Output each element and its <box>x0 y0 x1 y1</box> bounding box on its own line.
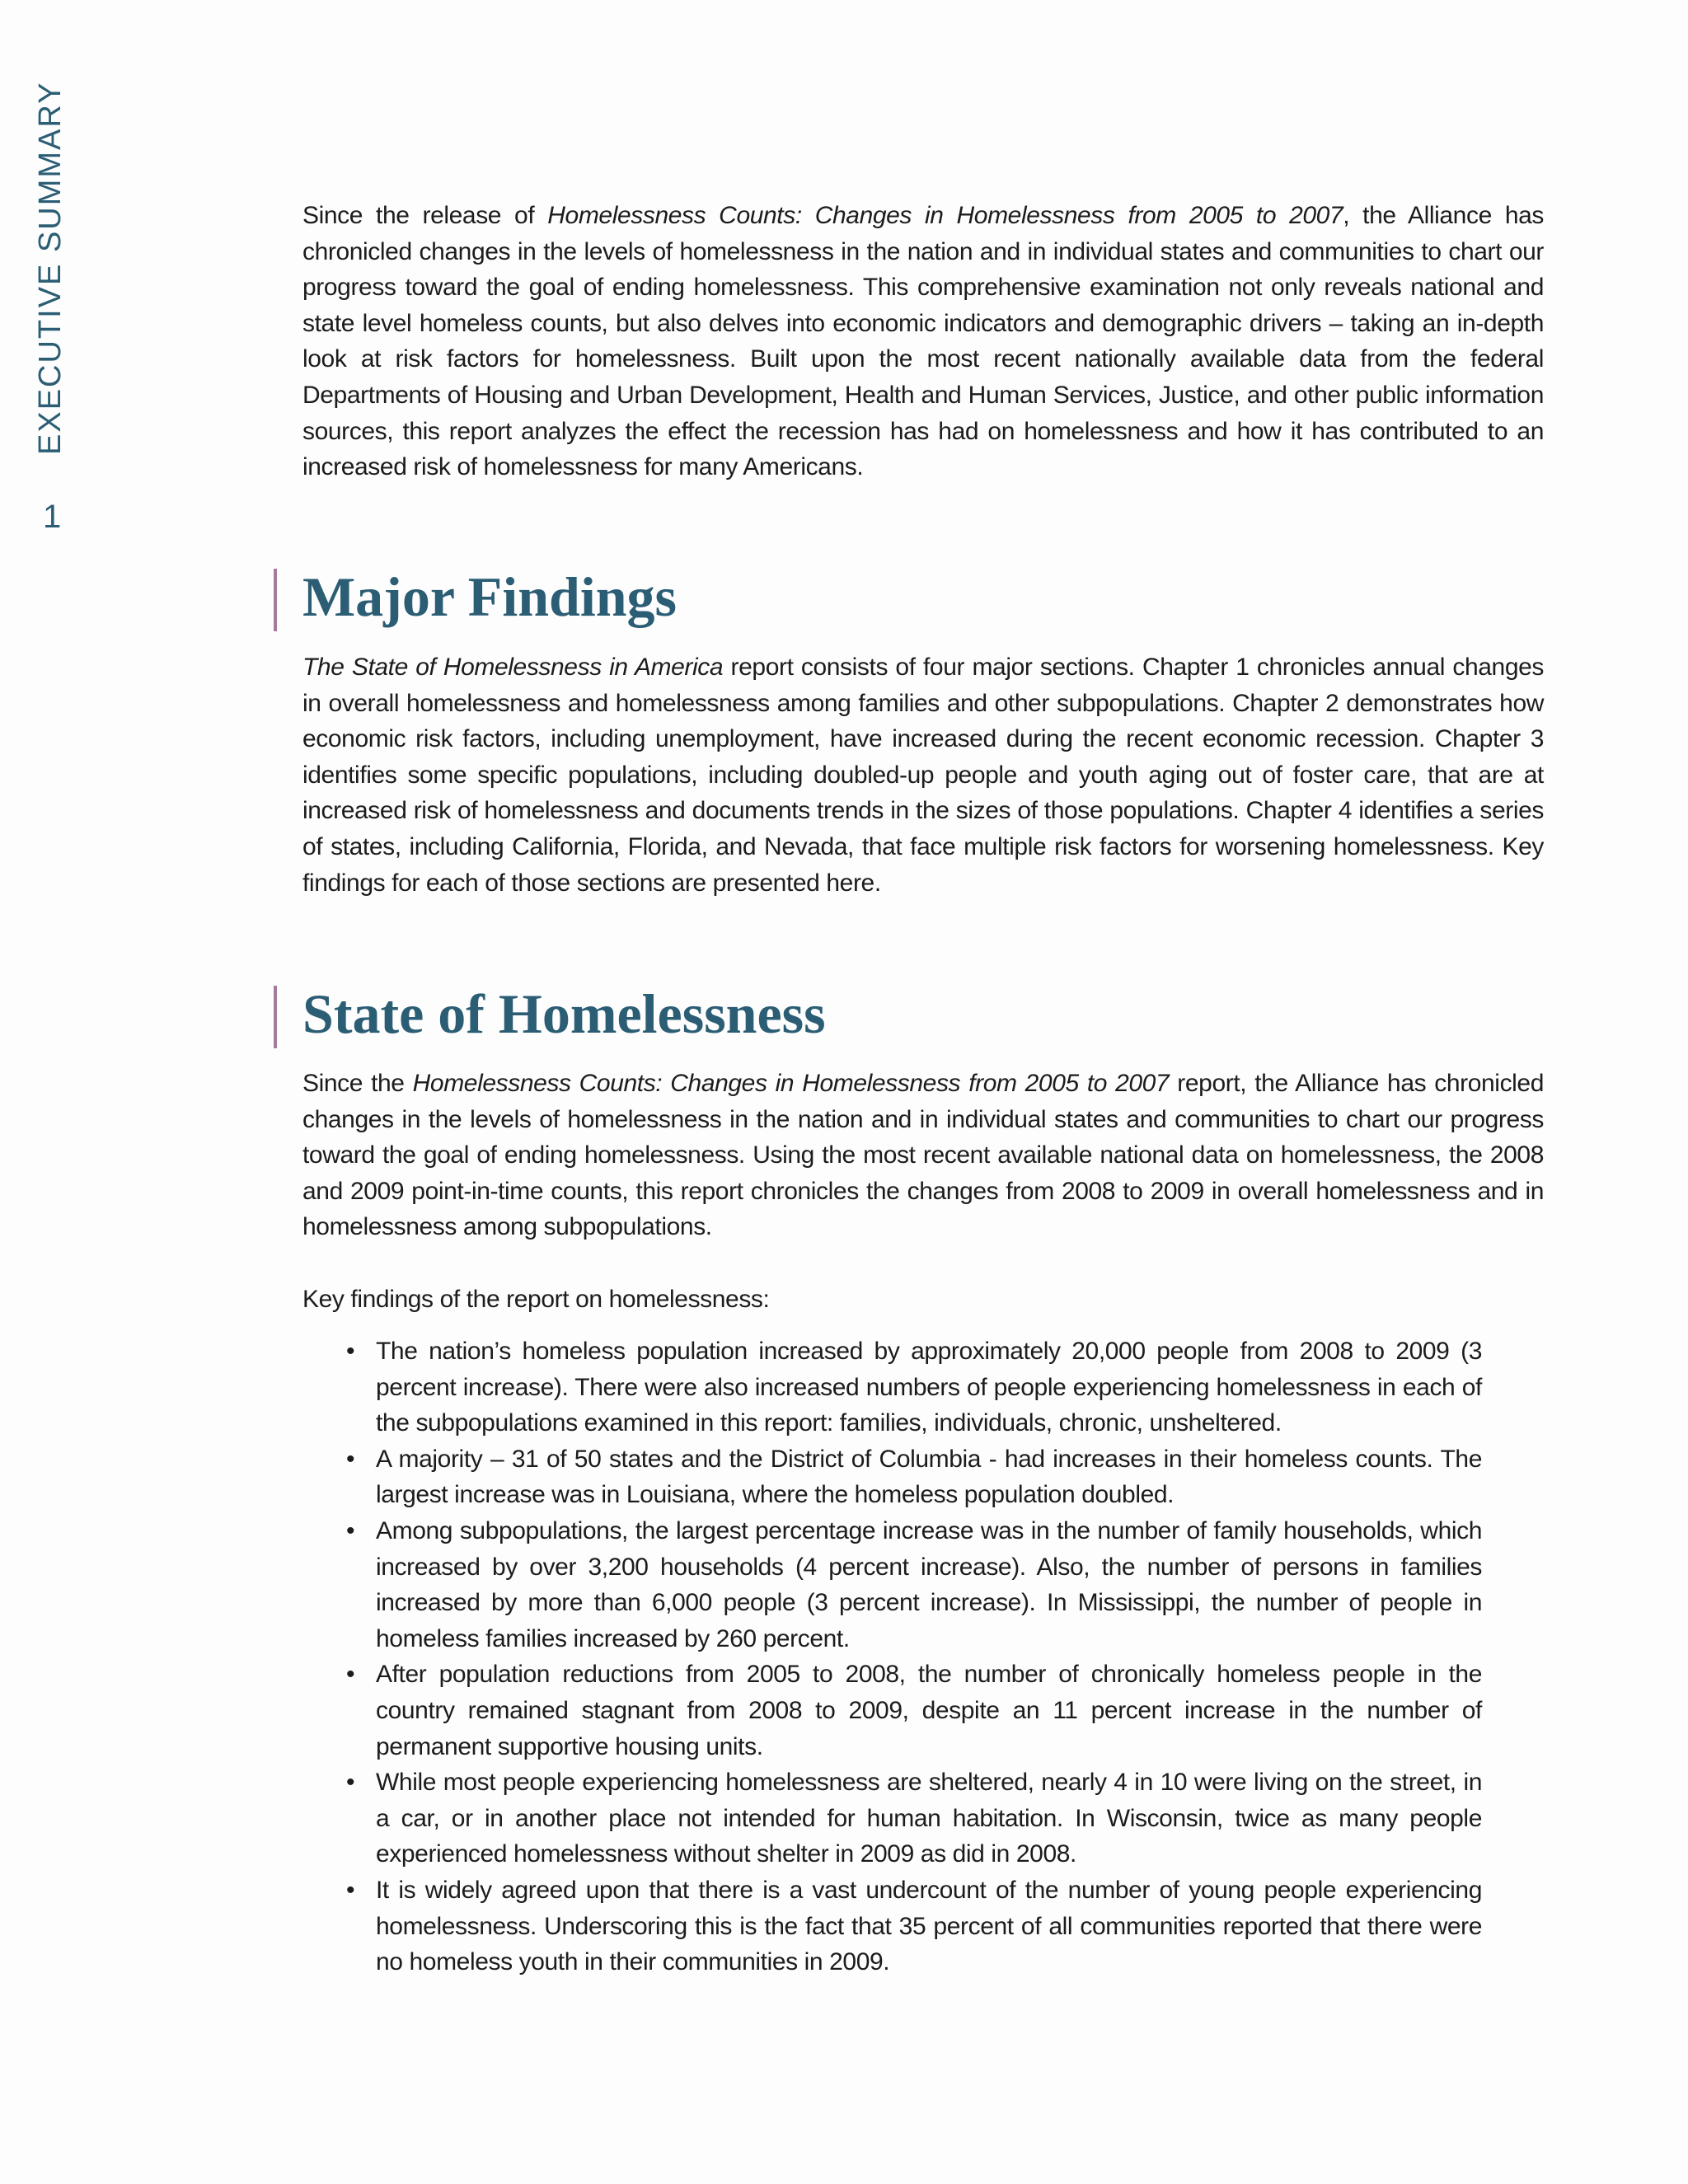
list-item: • Among subpopulations, the largest percentage increase was in the number of family households, which increased by over 3,200 households (4 percent increase). Also, the number of persons in families increased by more than 6,000 people (3 percent increase). In Mississippi, the number of people in homeless families increased by 260 percent. <box>376 1513 1482 1657</box>
bullet-icon: • <box>346 1769 355 1797</box>
heading-accent-bar <box>274 986 277 1048</box>
key-findings-intro: Key findings of the report on homelessness: <box>302 1286 770 1313</box>
key-findings-list <box>346 1333 1482 1980</box>
bullet-icon: • <box>346 1516 355 1544</box>
section-label: EXECUTIVE SUMMARY <box>33 81 68 455</box>
bullet-icon: • <box>346 1445 355 1473</box>
list-item: • The nation’s homeless population increased by approximately 20,000 people from 2008 to 2009 (3 percent increase). There were also increased numbers of people experiencing homelessness in each of the subpopulations examined in this report: families, individuals, chronic, unsheltered. <box>376 1333 1482 1441</box>
bullet-icon: • <box>346 1661 355 1689</box>
list-item: • It is widely agreed upon that there is a vast undercount of the number of young people experiencing homelessness. Underscoring this is the fact that 35 percent of all communities reported that there were no homeless youth in their communities in 2009. <box>376 1872 1482 1980</box>
page-number: 1 <box>43 499 62 535</box>
list-item: • After population reductions from 2005 to 2008, the number of chronically homeless people in the country remained stagnant from 2008 to 2009, despite an 11 percent increase in the number of permanent supportive housing units. <box>376 1657 1482 1765</box>
heading-accent-bar <box>274 569 277 631</box>
bullet-icon: • <box>346 1338 355 1365</box>
major-findings-paragraph: The State of Homelessness in America report consists of four major sections. Chapter 1 chronicles annual changes in overall homelessness and homelessness among families and other subpopulations. Chapter 2 demonstrates how economic risk factors, including unemployment, have increased during the recent economic recession. Chapter 3 identifies some specific populations, including doubled-up people and youth aging out of foster care, that are at increased risk of homelessness and documents trends in the sizes of those populations. Chapter 4 identifies a series of states, including California, Florida, and Nevada, that face multiple risk factors for worsening homelessness. Key findings for each of those sections are presented here. <box>302 654 1545 897</box>
list-item: • While most people experiencing homelessness are sheltered, nearly 4 in 10 were living on the street, in a car, or in another place not intended for human habitation. In Wisconsin, twice as many people experienced homelessness without shelter in 2009 as did in 2008. <box>376 1765 1482 1872</box>
list-item: • A majority – 31 of 50 states and the District of Columbia - had increases in their homeless counts. The largest increase was in Louisiana, where the homeless population doubled. <box>376 1441 1482 1513</box>
intro-paragraph: Since the release of Homelessness Counts: Changes in Homelessness from 2005 to 2007, the Alliance has chronicled changes in the levels of homelessness in the nation and in individual states and communities to chart our progress toward the goal of ending homelessness. This comprehensive examination not only reveals national and state level homeless counts, but also delves into economic indicators and demographic drivers – taking an in-depth look at risk factors for homelessness. Built upon the most recent nationally available data from the federal Departments of Housing and Urban Development, Health and Human Services, Justice, and other public information sources, this report analyzes the effect the recession has had on homelessness and how it has contributed to an increased risk of homelessness for many Americans. <box>302 202 1544 481</box>
state-of-homelessness-paragraph: Since the Homelessness Counts: Changes in Homelessness from 2005 to 2007 report, the Alliance has chronicled changes in the levels of homelessness in the nation and in individual states and communities to chart our progress toward the goal of ending homelessness. Using the most recent available national data on homelessness, the 2008 and 2009 point-in-time counts, this report chronicles the changes from 2008 to 2009 in overall homelessness and in homelessness among subpopulations. <box>302 1070 1545 1241</box>
state-of-homelessness-heading: State of Homelessness <box>302 982 826 1045</box>
major-findings-heading: Major Findings <box>302 565 678 628</box>
bullet-icon: • <box>346 1876 355 1904</box>
